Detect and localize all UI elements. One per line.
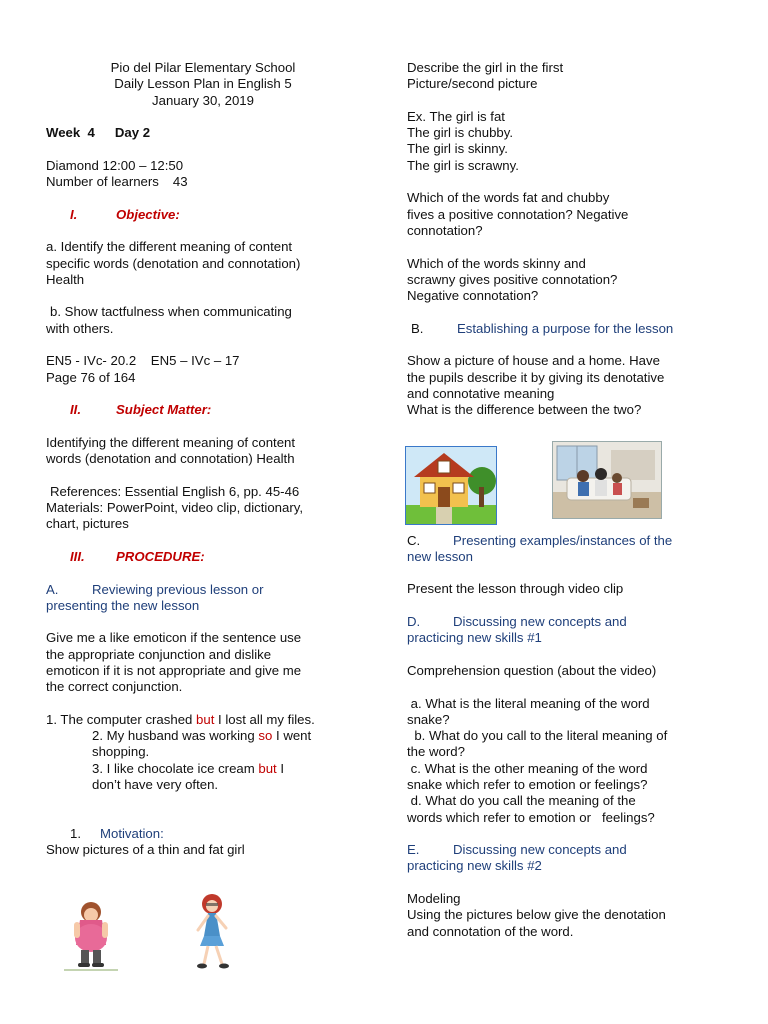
section-e-heading [407,842,737,858]
sentence-2-line2: shopping. [92,744,150,760]
procedure-a-title2: presenting the new lesson [46,597,200,613]
learners-label: Number of learners [46,174,159,190]
section-b-text2: the pupils describe it by giving its denotative [407,369,665,385]
section-c-title2: new lesson [407,548,473,564]
section-c-title1: Presenting examples/instances of the [453,532,673,548]
left-column [46,60,366,859]
describe-line2: Picture/second picture [407,76,538,92]
section-b-text3: and connotative meaning [407,385,555,401]
section-b-text1: Show a picture of house and a home. Have [407,353,660,369]
section-b-text4: What is the difference between the two? [407,402,642,418]
sentence-3-line2: don’t have very often. [92,777,219,793]
sentence-1-start: 1. The computer crashed [46,711,197,727]
sentence-2-conjunction: so [258,728,273,744]
question1-line3: connotation? [407,222,483,238]
question-c-line1: c. What is the other meaning of the word [407,760,648,776]
procedure-a-label: A. [46,581,59,597]
objective-a-line1: a. Identify the different meaning of content [46,239,293,255]
example-1: Ex. The girl is fat [407,108,505,124]
question-a-line2: snake? [407,711,450,727]
school-name: Pio del Pilar Elementary School [110,60,296,75]
section-e-text2: and connotation of the word. [407,923,574,939]
page-ref: Page 76 of 164 [46,369,136,385]
modeling-label: Modeling [407,891,461,907]
question-d-line2: words which refer to emotion or feelings? [407,809,655,825]
section-b-heading [407,321,737,337]
procedure-heading [46,549,366,565]
instruction-line4: the correct conjunction. [46,679,183,695]
home-family-picture [552,441,662,519]
fat-girl-picture [56,900,126,972]
sentence-1 [46,712,366,728]
objective-title: Objective: [116,206,180,222]
motivation-heading [46,826,366,842]
question-b-line2: the word? [407,744,465,760]
subject-line2: words (denotation and connotation) Health [46,451,295,467]
subject-title: Subject Matter: [116,402,212,418]
section-b-title: Establishing a purpose for the lesson [457,320,674,336]
question2-line1: Which of the words skinny and [407,255,586,271]
section-d-title1: Discussing new concepts and [453,614,627,630]
sentence-2-end: I went [272,728,312,744]
section-c-label: C. [407,532,421,548]
plan-date: January 30, 2019 [152,92,254,108]
section-c-text: Present the lesson through video clip [407,581,624,597]
week-day [46,125,366,141]
week-label: Week 4 [46,125,95,141]
day-label: Day 2 [114,125,151,141]
materials-line1: Materials: PowerPoint, video clip, dictionary, [46,500,304,516]
section-e-title1: Discussing new concepts and [453,842,627,858]
competency-codes: EN5 - IVc- 20.2 EN5 – IVc – 17 [46,353,240,369]
house-picture [405,446,497,525]
question2-line2: scrawny gives positive connotation? [407,271,618,287]
question1-line2: fives a positive connotation? Negative [407,206,629,222]
instruction-line3: emoticon if it is not appropriate and give me [46,662,302,678]
example-4: The girl is scrawny. [407,157,519,173]
section-e-label: E. [407,842,420,858]
procedure-a-heading [46,582,366,598]
section-e-title2: practicing new skills #2 [407,858,542,874]
describe-line1: Describe the girl in the first [407,60,564,75]
sentence-3 [46,761,366,777]
sentence-3-end: I [276,760,285,776]
objective-heading [46,207,366,223]
example-3: The girl is skinny. [407,141,508,157]
instruction-line1: Give me a like emoticon if the sentence use [46,630,302,646]
subject-line1: Identifying the different meaning of content [46,434,296,450]
section-b-label: B. [411,320,424,336]
question2-line3: Negative connotation? [407,288,539,304]
instruction-line2: the appropriate conjunction and dislike [46,646,272,662]
motivation-num: 1. [70,825,81,841]
sentence-2-start: 2. My husband was working [92,728,259,744]
objective-a-line2: specific words (denotation and connotation) [46,255,301,271]
sentence-3-conjunction: but [258,760,277,776]
learners [46,174,366,190]
objective-numeral: I. [70,206,78,222]
section-d-text: Comprehension question (about the video) [407,662,657,678]
sentence-1-conjunction: but [196,711,215,727]
section-e-text1: Using the pictures below give the denotation [407,907,666,923]
subject-numeral: II. [70,402,81,418]
question1-line1: Which of the words fat and chubby [407,190,610,206]
section-d-title2: practicing new skills #1 [407,630,542,646]
motivation-text: Show pictures of a thin and fat girl [46,842,245,858]
objective-a-line3: Health [46,271,85,287]
sentence-2 [46,728,366,744]
procedure-title: PROCEDURE: [116,548,205,564]
thin-girl-picture [186,892,238,972]
objective-b-line1: b. Show tactfulness when communicating [50,304,292,320]
sentence-3-start: 3. I like chocolate ice cream [92,760,259,776]
sentence-1-end: I lost all my files. [214,711,315,727]
section-d-label: D. [407,614,421,630]
procedure-a-title1: Reviewing previous lesson or [92,581,264,597]
subject-heading [46,402,366,418]
section-d-heading [407,614,737,630]
learners-count: 43 [172,174,188,190]
plan-title: Daily Lesson Plan in English 5 [114,76,292,92]
materials-line2: chart, pictures [46,516,129,532]
question-b-line1: b. What do you call to the literal meaning of [407,728,668,744]
question-a-line1: a. What is the literal meaning of the word [407,695,650,711]
question-c-line2: snake which refer to emotion or feelings? [407,776,648,792]
motivation-title: Motivation: [100,825,164,841]
procedure-numeral: III. [70,548,85,564]
section-c-heading [407,533,737,549]
question-d-line1: d. What do you call the meaning of the [407,793,636,809]
example-2: The girl is chubby. [407,125,514,141]
references: References: Essential English 6, pp. 45-46 [50,483,300,499]
objective-b-line2: with others. [46,320,114,336]
section-time: Diamond 12:00 – 12:50 [46,157,184,173]
